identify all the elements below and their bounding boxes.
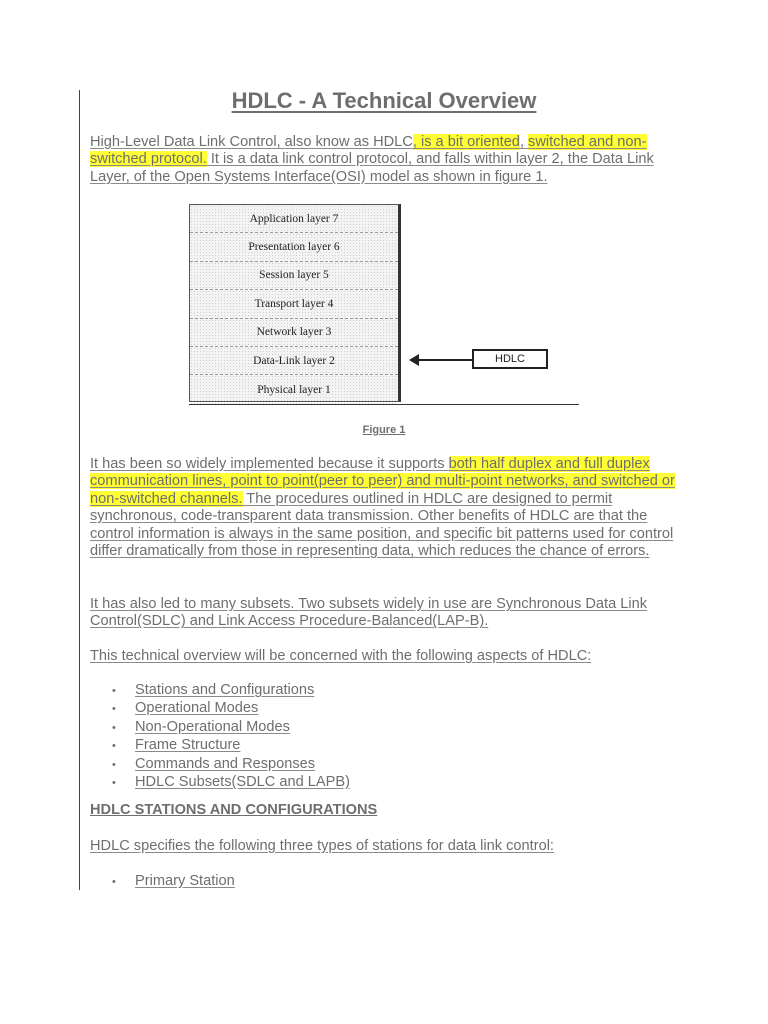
- page-title: HDLC - A Technical Overview: [231, 88, 537, 113]
- list-item: [112, 774, 350, 792]
- figure-baseline: [189, 404, 579, 405]
- osi-layer: Transport layer 4: [190, 290, 398, 318]
- list-item: [112, 700, 350, 718]
- list-item-label: Frame Structure: [135, 737, 241, 754]
- intro-highlight-1: , is a bit oriented: [412, 134, 520, 150]
- osi-layer: Network layer 3: [190, 319, 398, 347]
- list-item: [112, 873, 235, 891]
- bullet-icon: •: [112, 876, 116, 888]
- stations-intro-paragraph: HDLC specifies the following three types of stations for data link control:: [90, 838, 554, 854]
- osi-model-figure: [189, 204, 579, 406]
- subsets-paragraph: It has also led to many subsets. Two subsets widely in use are Synchronous Data Link Control(SDLC) and Link Access Procedure-Balanced(LAP-B).: [90, 596, 648, 630]
- list-item: [112, 756, 350, 774]
- osi-layer-stack: [189, 204, 401, 402]
- osi-layer: Physical layer 1: [190, 375, 398, 403]
- margin-rule: [79, 90, 80, 890]
- list-item: [112, 682, 350, 700]
- aspects-intro-paragraph: This technical overview will be concerned with the following aspects of HDLC:: [90, 648, 592, 664]
- stations-list: [112, 873, 235, 891]
- list-item-label: Commands and Responses: [135, 755, 316, 772]
- osi-layer: Data-Link layer 2: [190, 347, 398, 375]
- list-item-label: Operational Modes: [135, 700, 259, 717]
- aspects-list: [112, 682, 350, 792]
- section-heading: HDLC STATIONS AND CONFIGURATIONS: [90, 802, 378, 818]
- benefits-text-1: It has been so widely implemented because it supports: [90, 456, 449, 472]
- osi-layer: Presentation layer 6: [190, 233, 398, 261]
- intro-text-2: ,: [519, 134, 529, 150]
- bullet-icon: •: [112, 721, 116, 734]
- list-item-label: Non-Operational Modes: [135, 718, 290, 735]
- benefits-highlight: both half duplex and full duplex communication lines, point to point(peer to peer) and multi-point networks, and switched or non-switched channels.: [90, 456, 675, 507]
- list-item-label: Primary Station: [135, 873, 235, 889]
- list-item-label: HDLC Subsets(SDLC and LAPB): [135, 774, 350, 791]
- bullet-icon: •: [112, 703, 116, 716]
- benefits-paragraph: [90, 456, 680, 560]
- arrow-line: [417, 359, 473, 361]
- intro-text-3: It is a data link control protocol, and falls within layer 2, the Data Link Layer, of the Open Systems Interface(OSI) model as shown in figure 1.: [90, 151, 654, 185]
- bullet-icon: •: [112, 758, 116, 771]
- list-item: [112, 737, 350, 755]
- osi-layer: Session layer 5: [190, 262, 398, 290]
- list-item-label: Stations and Configurations: [135, 682, 315, 698]
- intro-text-1: High-Level Data Link Control, also know as HDLC: [90, 134, 413, 150]
- osi-layer: Application layer 7: [190, 205, 398, 233]
- intro-paragraph: [90, 134, 680, 186]
- bullet-icon: •: [112, 777, 116, 790]
- hdlc-label-box: HDLC: [472, 349, 548, 369]
- bullet-icon: •: [112, 685, 116, 697]
- list-item: [112, 719, 350, 737]
- benefits-text-2: The procedures outlined in HDLC are designed to permit synchronous, code-transparent data transmission. Other benefits of HDLC are that the control information is always in the same position, and specific bit patterns used for control differ dramatically from those in representing data, which reduces the chance of errors.: [90, 490, 674, 560]
- figure-caption: Figure 1: [362, 424, 406, 436]
- bullet-icon: •: [112, 740, 116, 753]
- intro-highlight-2: switched and non-switched protocol.: [90, 134, 647, 168]
